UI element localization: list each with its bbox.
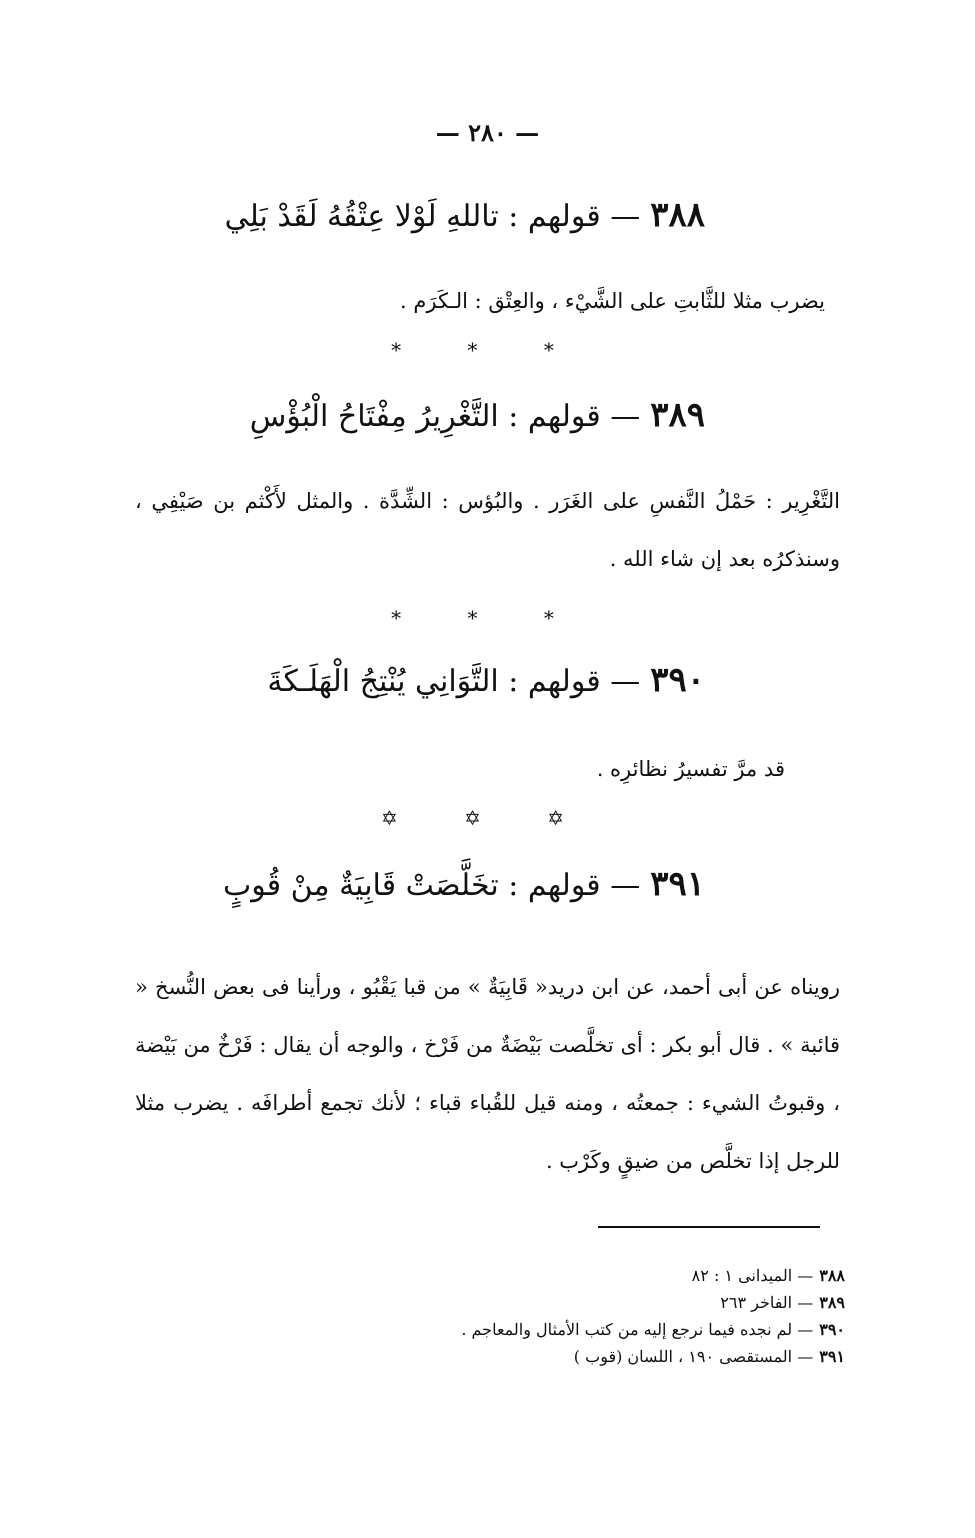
footnote-number: ٣٨٩ (819, 1293, 845, 1312)
entry-body-388: يضرب مثلا للثَّابتِ على الشَّيْء ، والعِتْق : الـكَرَم . (400, 289, 825, 313)
page-number: — ٢٨٠ — (435, 118, 540, 147)
footnote-item (461, 1289, 845, 1316)
entry-heading-text: — قولهم : التَّغْرِيرُ مِفْتَاحُ الْبُؤْسِ (249, 399, 641, 434)
entry-heading-390 (267, 660, 705, 700)
footnote-item (461, 1343, 845, 1370)
footnotes (461, 1262, 845, 1370)
entry-number: ٣٨٩ (650, 395, 705, 435)
footnote-text: — الفاخر ٢٦٣ (720, 1293, 814, 1312)
section-separator: * * * (391, 606, 584, 630)
entry-body-390: قد مرَّ تفسيرُ نظائرِه . (596, 757, 785, 781)
entry-heading-391 (223, 864, 705, 904)
section-separator: * * * (391, 338, 584, 362)
footnote-text: — لم نجده فيما نرجع إليه من كتب الأمثال والمعاجم . (461, 1320, 814, 1339)
footnote-item (461, 1262, 845, 1289)
entry-heading-text: — قولهم : تاللهِ لَوْلا عِتْقُهُ لَقَدْ بَلِي (224, 199, 641, 234)
entry-heading-text: — قولهم : تخَلَّصَتْ قَابِيَةٌ مِنْ قُوبٍ (223, 868, 641, 903)
footnote-item (461, 1316, 845, 1343)
entry-heading-388 (225, 195, 705, 235)
section-separator: ✡ ✡ ✡ (381, 806, 594, 830)
entry-number: ٣٩٠ (650, 660, 705, 700)
entry-number: ٣٨٨ (650, 195, 705, 235)
footnote-text: — المستقصى ١٩٠ ، اللسان (قوب ) (573, 1347, 814, 1366)
entry-heading-389 (250, 395, 705, 435)
entry-heading-text: — قولهم : التَّوَانِي يُنْتِجُ الْهَلَـكَةَ (267, 664, 641, 699)
footnote-text: — الميدانى ١ : ٨٢ (691, 1266, 814, 1285)
entry-body-389: التَّغْرِير : حَمْلُ النَّفسِ على الغَرَر . والبُؤس : الشِّدَّة . والمثل لأَكْثم بن صَيْفِي ، وسنذكرُه بعد إن شاء الله . (135, 489, 840, 571)
footnote-number: ٣٨٨ (819, 1266, 845, 1285)
entry-number: ٣٩١ (650, 864, 705, 904)
footnote-number: ٣٩٠ (819, 1320, 845, 1339)
footnote-number: ٣٩١ (819, 1347, 845, 1366)
entry-body-391: رويناه عن أبى أحمد، عن ابن دريد« قَابِيَةٌ » من قبا يَقْبُو ، ورأينا فى بعض النُّسخ « قائبة » . قال أبو بكر : أى تخلَّصت بَيْضَةٌ من فَرْخ ، والوجه أن يقال : فَرْخٌ من بَيْضة ، وقبوتُ الشيء : جمعتُه ، ومنه قيل للقُباء قباء ؛ لأنك تجمع أطرافَه . يضرب مثلا للرجل إذا تخلَّص من ضيقٍ وكَرْب . (135, 975, 840, 1173)
footnote-divider (598, 1226, 820, 1228)
